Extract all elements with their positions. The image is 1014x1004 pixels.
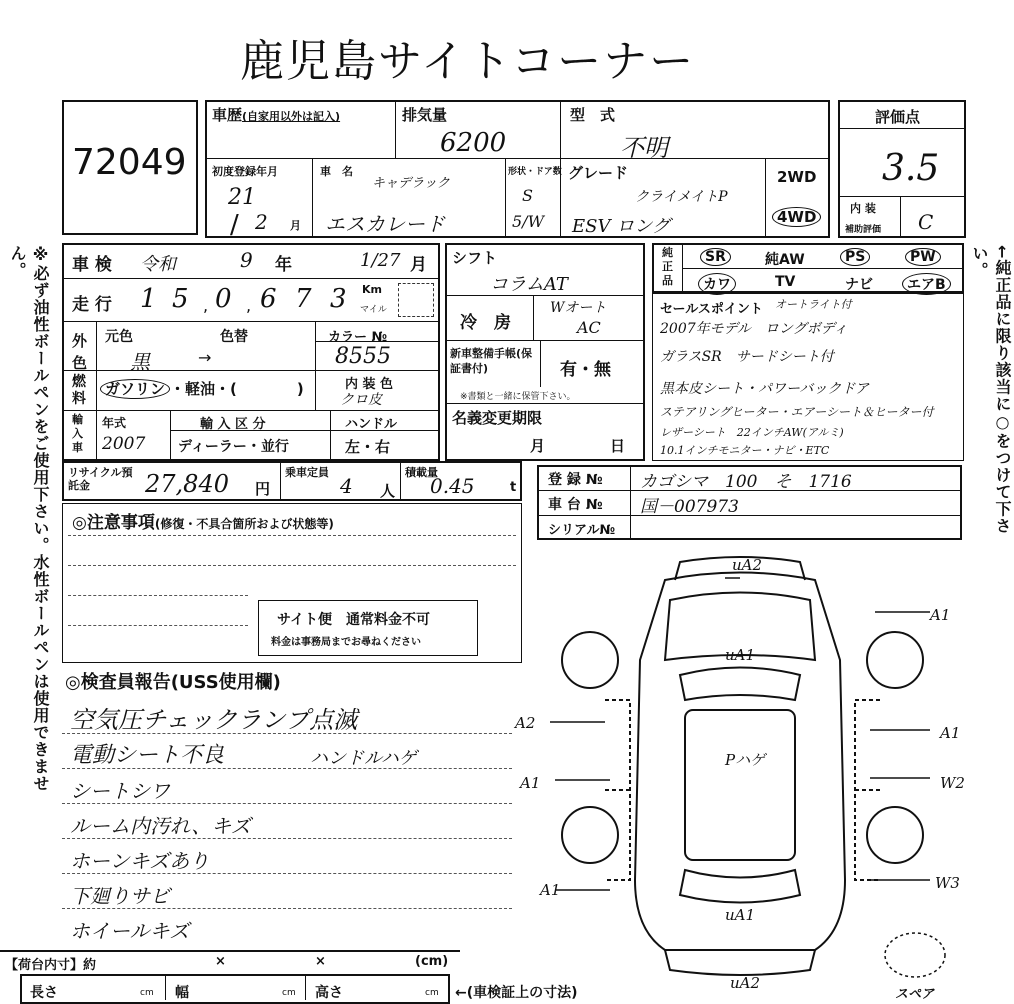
name-change-label: 名義変更期限 [452,409,543,427]
spare-tire [885,933,945,977]
interior-color: クロ皮 [340,392,382,408]
equip-ps-circled: PS [840,248,870,266]
inspector-line-5: ホーンキズあり [70,849,210,873]
sales-line-1: オートライト付 [775,298,852,311]
mileage-extra-box [398,283,434,317]
capacity-unit: 人 [380,482,396,500]
recycle-amount: 27,840 [145,470,229,498]
doors-value: 5/W [512,212,545,231]
inspector-line-3: シートシワ [70,779,170,803]
interior-grade: C [918,210,934,234]
mileage-digit-6: 3 [330,284,347,314]
cargo-x1: × [215,954,226,969]
equip-airbag-circled: エアB [902,273,951,295]
mark-a1-right-door: A1 [940,724,961,742]
orig-color: 黒 [130,350,150,374]
shape-doors-label: 形状・ドア数 [508,167,562,177]
displacement-value: 6200 [440,128,507,158]
mark-ua1-hood: uA1 [725,646,756,664]
drive-4wd-circled: 4WD [772,207,821,227]
exterior-label: 外色 [72,332,88,372]
length-label: 長さ [30,985,58,1001]
page-title: 鹿児島サイトコーナー [240,36,696,87]
car-name: エスカレード [325,212,445,236]
aux-label: 補助評価 [845,225,882,235]
inspector-line-2: 電動シート不良 [70,743,225,768]
mileage-digit-2: 5 [172,284,189,314]
orig-color-label: 元色 [105,329,133,345]
shaken-month-unit: 月 [410,255,427,275]
mileage-label: 走 行 [72,295,112,315]
ac-value-1: Wオート [550,300,607,316]
interior-color-label: 内 装 色 [345,377,394,392]
reg-value: カゴシマ 100 そ 1716 [640,472,852,492]
recycle-label: リサイクル預託金 [68,466,133,492]
side-note-left: ※必ず油性ボールペンをご使用下さい。水性ボールペンは使用できません。 [8,245,50,792]
car-condition-diagram [510,550,980,1000]
serial-label: シリアル№ [548,523,616,538]
history-label: 車歴(自家用以外は記入) [212,106,341,124]
rear-window [680,870,800,903]
manual-note: ※書類と一緒に保管下さい。 [460,392,576,402]
wheel-rear-left [562,807,618,863]
inspector-label: ◎検査員報告(USS使用欄) [65,672,281,693]
import-label: 輸入車 [72,413,83,454]
handle-value: 左・右 [345,438,391,456]
mileage-digit-3: 0 [215,284,232,314]
load-label: 積載量 [405,466,438,479]
handle-label: ハンドル [345,417,398,432]
windshield [680,668,800,701]
car-name-ruby: キャデラック [372,176,450,191]
width-unit: cm [282,988,296,998]
shift-label: シフト [452,249,498,267]
repaint-arrow: → [198,348,212,367]
name-change-month: 月 [530,437,546,455]
shift-value: コラムAT [490,274,568,295]
first-reg-month: 2 [255,210,268,234]
first-reg-label: 初度登録年月 [212,165,278,178]
stamp-line-1: サイト便 通常料金不可 [277,612,431,628]
equip-pw-circled: PW [905,248,941,266]
roof [685,710,795,860]
equip-tv: TV [775,274,796,290]
sales-line-7: 10.1インチモニター・ナビ・ETC [660,444,830,457]
shaken-year: 9 [240,248,253,272]
mileage-digit-4: 6 [260,284,277,314]
ac-label: 冷 房 [460,313,511,333]
model-year: 2007 [102,434,146,454]
mileage-digit-1: 1 [140,284,157,314]
load-value: 0.45 [430,474,475,498]
month-unit: 月 [290,219,301,232]
model-type-value: 不明 [620,134,668,162]
drive-2wd: 2WD [777,168,817,186]
sales-line-3: ガラスSR サードシート付 [660,349,834,365]
grade-label: グレード [568,164,629,182]
lot-number-box [62,100,198,235]
mileage-digit-5: 7 [295,284,312,314]
km-label: Km [362,283,382,296]
displacement-label: 排気量 [402,106,448,124]
equip-leather-circled: カワ [698,273,736,295]
equip-navi: ナビ [845,277,873,293]
mark-w3-right: W3 [935,874,960,892]
inspector-line-6: 下廻りサビ [70,884,170,908]
mark-ua1-rear: uA1 [725,906,756,924]
sales-line-4: 黒本皮シート・パワーバックドア [660,381,869,397]
wheel-front-left [562,632,618,688]
score-label: 評価点 [875,108,921,126]
year-unit: 年 [275,255,292,275]
mark-a1-right-fender: A1 [930,606,951,624]
import-type-label: 輸 入 区 分 [200,417,266,432]
mile-label: マイル [360,305,387,315]
spare-label: スペア [895,987,935,1002]
cargo-note: ←(車検証上の寸法) [455,985,578,1001]
mark-a1-left-door: A1 [520,774,541,792]
lot-number: 72049 [72,142,187,183]
cargo-unit: (cm) [415,954,449,969]
side-note-right: ←純正品に限り該当に○をつけて下さい。 [970,245,1012,535]
mark-p-hage-roof: Pハゲ [725,751,766,769]
color-no: 8555 [335,344,391,369]
mark-a2-left: A2 [515,714,536,732]
reg-label: 登 録 № [548,472,603,488]
inspector-handle-note: ハンドルハゲ [310,748,417,769]
caution-label: ◎注意事項(修復・不具合箇所および状態等) [72,513,334,533]
fuel-label: 燃料 [72,374,86,407]
length-unit: cm [140,988,154,998]
equipment-label: 純正品 [662,246,673,287]
mark-w2-right: W2 [940,774,965,792]
grade-ruby: クライメイトP [635,189,728,205]
chassis-label: 車 台 № [548,497,603,513]
rear-bumper [665,950,815,975]
sales-line-6: レザーシート 22インチAW(アルミ) [660,426,844,439]
ac-value-2: AC [577,318,601,337]
inspector-line-7: ホイールキズ [70,919,190,943]
cargo-label: 【荷台内寸】約 [5,958,97,973]
first-reg-year: 21 [228,185,256,210]
cargo-x2: × [315,954,326,969]
grade-value: ESV ロング [572,216,670,237]
mark-a1-left-rear: A1 [540,881,561,899]
fuel-options: ガソリン ・軽油・( ) [100,378,304,399]
shaken-label: 車 検 [72,255,112,275]
inspector-line-4: ルーム内汚れ、キズ [70,814,251,838]
interior-label: 内 装 [850,202,876,215]
height-label: 高さ [315,985,343,1001]
yen-label: 円 [255,480,271,498]
shape-value: S [522,186,533,205]
repaint-label: 色替 [220,329,248,345]
name-change-day: 日 [610,437,626,455]
capacity-value: 4 [340,474,353,498]
score-value: 3.5 [882,148,940,189]
equip-aw: 純AW [765,252,805,268]
width-label: 幅 [175,985,189,1001]
wheel-rear-right [867,807,923,863]
mark-ua2-top: uA2 [732,556,763,574]
load-unit: t [510,480,517,495]
equip-sr-circled: SR [700,248,731,266]
sales-points-label: セールスポイント [660,302,763,317]
capacity-label: 乗車定員 [285,466,329,479]
shaken-era: 令和 [140,254,176,275]
height-unit: cm [425,988,439,998]
mark-ua2-rear: uA2 [730,974,761,992]
manual-label: 新車整備手帳(保証書付) [450,347,533,375]
sales-line-2: 2007年モデル ロングボディ [660,321,848,337]
stamp-box [258,600,478,656]
import-type: ディーラー・並行 [178,439,289,455]
inspector-line-1: 空気圧チェックランプ点滅 [70,706,358,734]
cargo-dims-row [20,974,450,1004]
manual-value: 有・無 [560,360,611,380]
stamp-line-2: 料金は事務局までお尋ねください [271,637,421,648]
fuel-gasoline-circled: ガソリン [100,379,170,399]
shaken-date: 1/27 [360,250,401,271]
chassis-value: 国－007973 [640,497,739,517]
color-no-label: カラー № [328,330,388,345]
sales-line-5: ステアリングヒーター・エアーシート＆ヒーター付 [660,405,934,419]
model-year-label: 年式 [102,416,127,430]
model-type-label: 型 式 [570,106,616,124]
wheel-front-right [867,632,923,688]
car-name-label: 車 名 [320,165,353,178]
